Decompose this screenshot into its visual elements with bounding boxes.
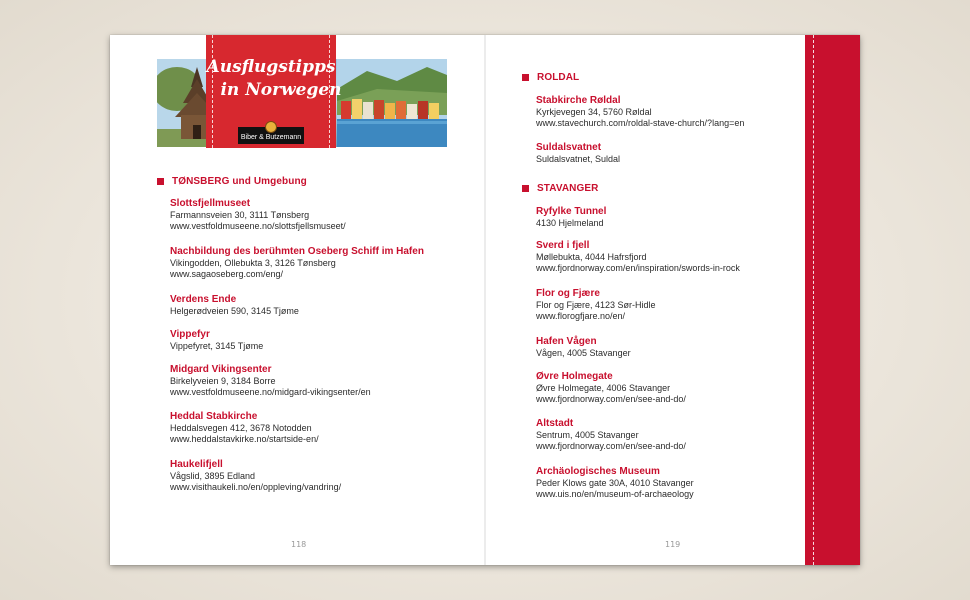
- publisher-emblem-icon: [265, 121, 277, 133]
- place-name: Nachbildung des berühmten Oseberg Schiff im Hafen: [170, 246, 424, 257]
- place-url[interactable]: www.stavechurch.com/roldal-stave-church/?lang=en: [536, 118, 745, 128]
- place-name: Øvre Holmegate: [536, 371, 613, 382]
- place-address: Helgerødveien 590, 3145 Tjøme: [170, 306, 299, 316]
- list-item: [536, 142, 620, 165]
- list-item: [170, 246, 424, 280]
- section-title: STAVANGER: [537, 183, 599, 194]
- place-name: Suldalsvatnet: [536, 142, 602, 153]
- bullet-square-icon: [522, 185, 529, 192]
- place-url[interactable]: www.fjordnorway.com/en/see-and-do/: [536, 441, 686, 451]
- place-address: Farmannsveien 30, 3111 Tønsberg: [170, 210, 310, 220]
- place-name: Haukelifjell: [170, 459, 223, 470]
- place-name: Slottsfjellmuseet: [170, 198, 251, 209]
- place-url[interactable]: www.florogfjare.no/en/: [536, 311, 626, 321]
- publisher-name: Biber & Butzemann: [240, 134, 302, 141]
- place-address: Kyrkjevegen 34, 5760 Røldal: [536, 107, 652, 117]
- place-url[interactable]: www.visithaukeli.no/en/oppleving/vandring/: [170, 482, 342, 492]
- place-url[interactable]: www.vestfoldmuseene.no/midgard-vikingsenter/en: [170, 387, 371, 397]
- page-number-right: 119: [665, 540, 681, 549]
- place-url[interactable]: www.fjordnorway.com/en/inspiration/swords-in-rock: [536, 263, 740, 273]
- list-item: [170, 329, 263, 352]
- place-address: Suldalsvatnet, Suldal: [536, 154, 621, 164]
- place-url[interactable]: www.vestfoldmuseene.no/slottsfjellsmuseet/: [170, 221, 346, 231]
- place-url[interactable]: www.fjordnorway.com/en/see-and-do/: [536, 394, 686, 404]
- place-address: 4130 Hjelmeland: [536, 218, 604, 228]
- banner-title-ribbon: [206, 35, 342, 148]
- place-url[interactable]: www.sagaoseberg.com/eng/: [170, 269, 284, 279]
- red-ribbon-band: [805, 35, 860, 565]
- place-url[interactable]: www.uis.no/en/museum-of-archaeology: [536, 489, 694, 499]
- bullet-square-icon: [522, 74, 529, 81]
- list-item: [536, 288, 656, 322]
- harbor-houses-illustration: [337, 59, 447, 147]
- place-name: Ryfylke Tunnel: [536, 206, 607, 217]
- list-item: [170, 198, 346, 232]
- place-name: Stabkirche Røldal: [536, 95, 621, 106]
- place-name: Hafen Vågen: [536, 336, 597, 347]
- place-address: Vågslid, 3895 Edland: [170, 471, 256, 481]
- place-name: Altstadt: [536, 418, 574, 429]
- banner-title-line1: Ausflugstipps: [206, 57, 336, 77]
- list-item: [536, 240, 740, 274]
- place-name: Sverd i fjell: [536, 240, 590, 251]
- banner-title-line2: in Norwegen: [220, 80, 342, 100]
- place-url[interactable]: www.heddalstavkirke.no/startside-en/: [170, 434, 319, 444]
- list-item: [536, 371, 686, 405]
- list-item: [536, 206, 606, 229]
- section-heading-roldal: [522, 72, 579, 83]
- list-item: [170, 459, 341, 493]
- place-address: Birkelyveien 9, 3184 Borre: [170, 376, 276, 386]
- place-address: Vippefyret, 3145 Tjøme: [170, 341, 264, 351]
- book-spread: [110, 35, 860, 565]
- place-address: Flor og Fjære, 4123 Sør-Hidle: [536, 300, 656, 310]
- place-address: Øvre Holmegate, 4006 Stavanger: [536, 383, 671, 393]
- place-name: Midgard Vikingsenter: [170, 364, 272, 375]
- list-item: [170, 411, 319, 445]
- ribbon-stitch: [813, 35, 814, 565]
- section-heading-stavanger: [522, 183, 598, 194]
- place-name: Vippefyr: [170, 329, 210, 340]
- list-item: [536, 336, 631, 359]
- place-address: Sentrum, 4005 Stavanger: [536, 430, 639, 440]
- book-spine: [484, 35, 486, 565]
- place-name: Verdens Ende: [170, 294, 237, 305]
- section-heading-tonsberg: [157, 176, 307, 187]
- place-address: Møllebukta, 4044 Hafrsfjord: [536, 252, 647, 262]
- place-name: Flor og Fjære: [536, 288, 600, 299]
- list-item: [170, 364, 371, 398]
- place-address: Peder Klows gate 30A, 4010 Stavanger: [536, 478, 694, 488]
- bullet-square-icon: [157, 178, 164, 185]
- page-number-left: 118: [291, 540, 307, 549]
- section-title: ROLDAL: [537, 72, 580, 83]
- place-address: Heddalsvegen 412, 3678 Notodden: [170, 423, 312, 433]
- list-item: [536, 466, 694, 500]
- list-item: [536, 95, 744, 129]
- section-title: TØNSBERG und Umgebung: [172, 176, 307, 187]
- place-name: Heddal Stabkirche: [170, 411, 258, 422]
- place-name: Archäologisches Museum: [536, 466, 660, 477]
- list-item: [170, 294, 299, 317]
- place-address: Vikingodden, Ollebukta 3, 3126 Tønsberg: [170, 258, 336, 268]
- publisher-logo: [238, 127, 304, 144]
- place-address: Vågen, 4005 Stavanger: [536, 348, 631, 358]
- list-item: [536, 418, 686, 452]
